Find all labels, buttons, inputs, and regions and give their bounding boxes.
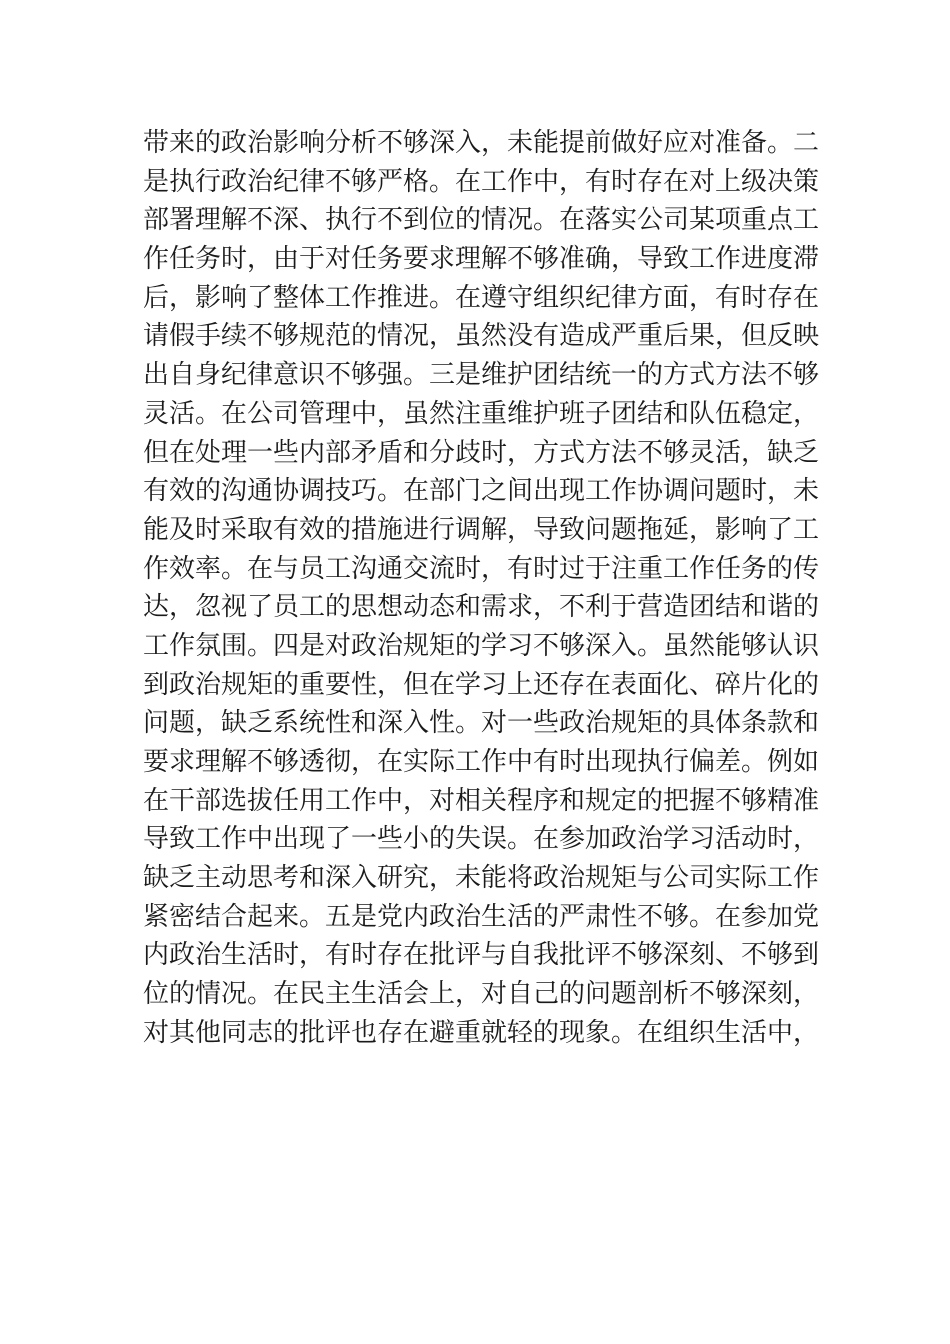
- text-line: 对其他同志的批评也存在避重就轻的现象。在组织生活中，: [143, 1017, 820, 1048]
- text-line: 能及时采取有效的措施进行调解，导致问题拖延，影响了工: [143, 514, 820, 545]
- text-line: 工作氛围。四是对政治规矩的学习不够深入。虽然能够认识: [143, 630, 820, 661]
- text-line: 后，影响了整体工作推进。在遵守组织纪律方面，有时存在: [143, 282, 820, 313]
- body-text: [143, 124, 820, 1053]
- text-line: 作效率。在与员工沟通交流时，有时过于注重工作任务的传: [143, 553, 820, 584]
- text-line: 内政治生活时，有时存在批评与自我批评不够深刻、不够到: [143, 940, 820, 971]
- text-line: 出自身纪律意识不够强。三是维护团结统一的方式方法不够: [143, 360, 820, 391]
- text-line: 请假手续不够规范的情况，虽然没有造成严重后果，但反映: [143, 321, 820, 352]
- text-line: 位的情况。在民主生活会上，对自己的问题剖析不够深刻，: [143, 979, 820, 1010]
- text-line: 要求理解不够透彻，在实际工作中有时出现执行偏差。例如: [143, 747, 820, 777]
- text-line: 部署理解不深、执行不到位的情况。在落实公司某项重点工: [143, 205, 820, 236]
- text-line: 是执行政治纪律不够严格。在工作中，有时存在对上级决策: [143, 166, 820, 197]
- text-line: 紧密结合起来。五是党内政治生活的严肃性不够。在参加党: [143, 901, 820, 932]
- text-line: 但在处理一些内部矛盾和分歧时，方式方法不够灵活，缺乏: [143, 437, 820, 468]
- text-line: 缺乏主动思考和深入研究，未能将政治规矩与公司实际工作: [143, 863, 820, 894]
- text-line: 到政治规矩的重要性，但在学习上还存在表面化、碎片化的: [143, 669, 820, 700]
- text-line: 达，忽视了员工的思想动态和需求，不利于营造团结和谐的: [143, 592, 820, 623]
- text-line: 灵活。在公司管理中，虽然注重维护班子团结和队伍稳定，: [143, 398, 820, 429]
- text-line: 导致工作中出现了一些小的失误。在参加政治学习活动时，: [143, 824, 820, 855]
- text-line: 有效的沟通协调技巧。在部门之间出现工作协调问题时，未: [143, 476, 820, 507]
- text-line: 在干部选拔任用工作中，对相关程序和规定的把握不够精准: [143, 785, 820, 816]
- text-line: 带来的政治影响分析不够深入，未能提前做好应对准备。二: [143, 128, 820, 158]
- text-line: 作任务时，由于对任务要求理解不够准确，导致工作进度滞: [143, 244, 820, 275]
- text-line: 问题，缺乏系统性和深入性。对一些政治规矩的具体条款和: [143, 708, 820, 739]
